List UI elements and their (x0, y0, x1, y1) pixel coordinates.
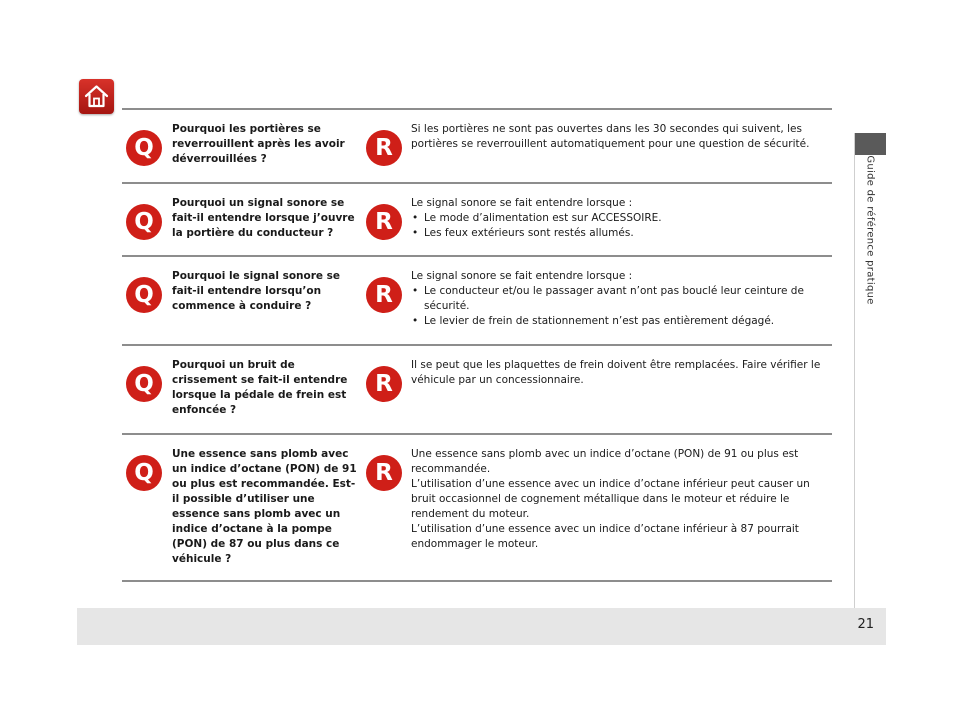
answer-paragraph: Il se peut que les plaquettes de frein doivent être remplacées. Faire vérifier le véhicule par un concessionnaire. (411, 359, 821, 386)
answer-text (411, 196, 831, 241)
sidebar-divider (854, 133, 855, 618)
answer-bullet: • Le levier de frein de stationnement n’est pas entièrement dégagé. (411, 314, 831, 329)
sidebar-section-title[interactable]: Guide de référence pratique (864, 155, 876, 305)
home-button[interactable] (79, 79, 114, 114)
question-badge: Q (126, 277, 162, 313)
answer-paragraph: Le signal sonore se fait entendre lorsque : (411, 270, 633, 282)
answer-paragraph: Une essence sans plomb avec un indice d’octane (PON) de 91 ou plus est recommandée. (411, 448, 799, 475)
question-text: Pourquoi un signal sonore se fait-il entendre lorsque j’ouvre la portière du conducteur ? (172, 197, 355, 239)
answer-bullet: • Le mode d’alimentation est sur ACCESSOIRE. (411, 211, 831, 226)
question-badge: Q (126, 204, 162, 240)
answer-paragraph: L’utilisation d’une essence avec un indice d’octane inférieur peut causer un bruit occasionnel de cognement métallique dans le moteur et réduire le rendement du moteur. (411, 478, 810, 520)
question-badge: Q (126, 366, 162, 402)
answer-badge: R (366, 455, 402, 491)
question-text: Pourquoi les portières se reverrouillent après les avoir déverrouillées ? (172, 123, 345, 165)
answer-badge: R (366, 130, 402, 166)
answer-bullet-list (411, 211, 831, 241)
question-text: Une essence sans plomb avec un indice d’octane (PON) de 91 ou plus est recommandée. Est-il possible d’utiliser une essence sans plomb avec un indice d’octane à la pompe (PON) de 87 ou plus dans ce véhicule ? (172, 448, 357, 565)
question-badge: Q (126, 130, 162, 166)
qa-row (122, 184, 832, 257)
question-text: Pourquoi un bruit de crissement se fait-il entendre lorsque la pédale de frein est enfoncée ? (172, 359, 348, 416)
qa-row (122, 257, 832, 346)
answer-text (411, 447, 831, 552)
qa-list (122, 108, 832, 582)
answer-bullet: • Le conducteur et/ou le passager avant n’ont pas bouclé leur ceinture de sécurité. (411, 284, 831, 314)
answer-badge: R (366, 366, 402, 402)
answer-badge: R (366, 204, 402, 240)
page-number: 21 (857, 617, 874, 632)
answer-bullet-list (411, 284, 831, 329)
sidebar-tab-marker (855, 133, 886, 155)
answer-text (411, 122, 831, 152)
question-badge: Q (126, 455, 162, 491)
qa-row (122, 110, 832, 184)
page-footer (77, 608, 886, 645)
answer-paragraph: Le signal sonore se fait entendre lorsque : (411, 197, 633, 209)
question-text: Pourquoi le signal sonore se fait-il entendre lorsqu’on commence à conduire ? (172, 270, 341, 312)
answer-text (411, 269, 831, 329)
qa-row (122, 346, 832, 435)
qa-row (122, 435, 832, 582)
answer-bullet: • Les feux extérieurs sont restés allumés. (411, 226, 831, 241)
answer-text (411, 358, 831, 388)
answer-paragraph: Si les portières ne sont pas ouvertes dans les 30 secondes qui suivent, les portières se reverrouillent automatiquement pour une question de sécurité. (411, 123, 810, 150)
answer-badge: R (366, 277, 402, 313)
answer-paragraph: L’utilisation d’une essence avec un indice d’octane inférieur à 87 pourrait endommager le moteur. (411, 523, 799, 550)
home-icon (83, 83, 110, 110)
